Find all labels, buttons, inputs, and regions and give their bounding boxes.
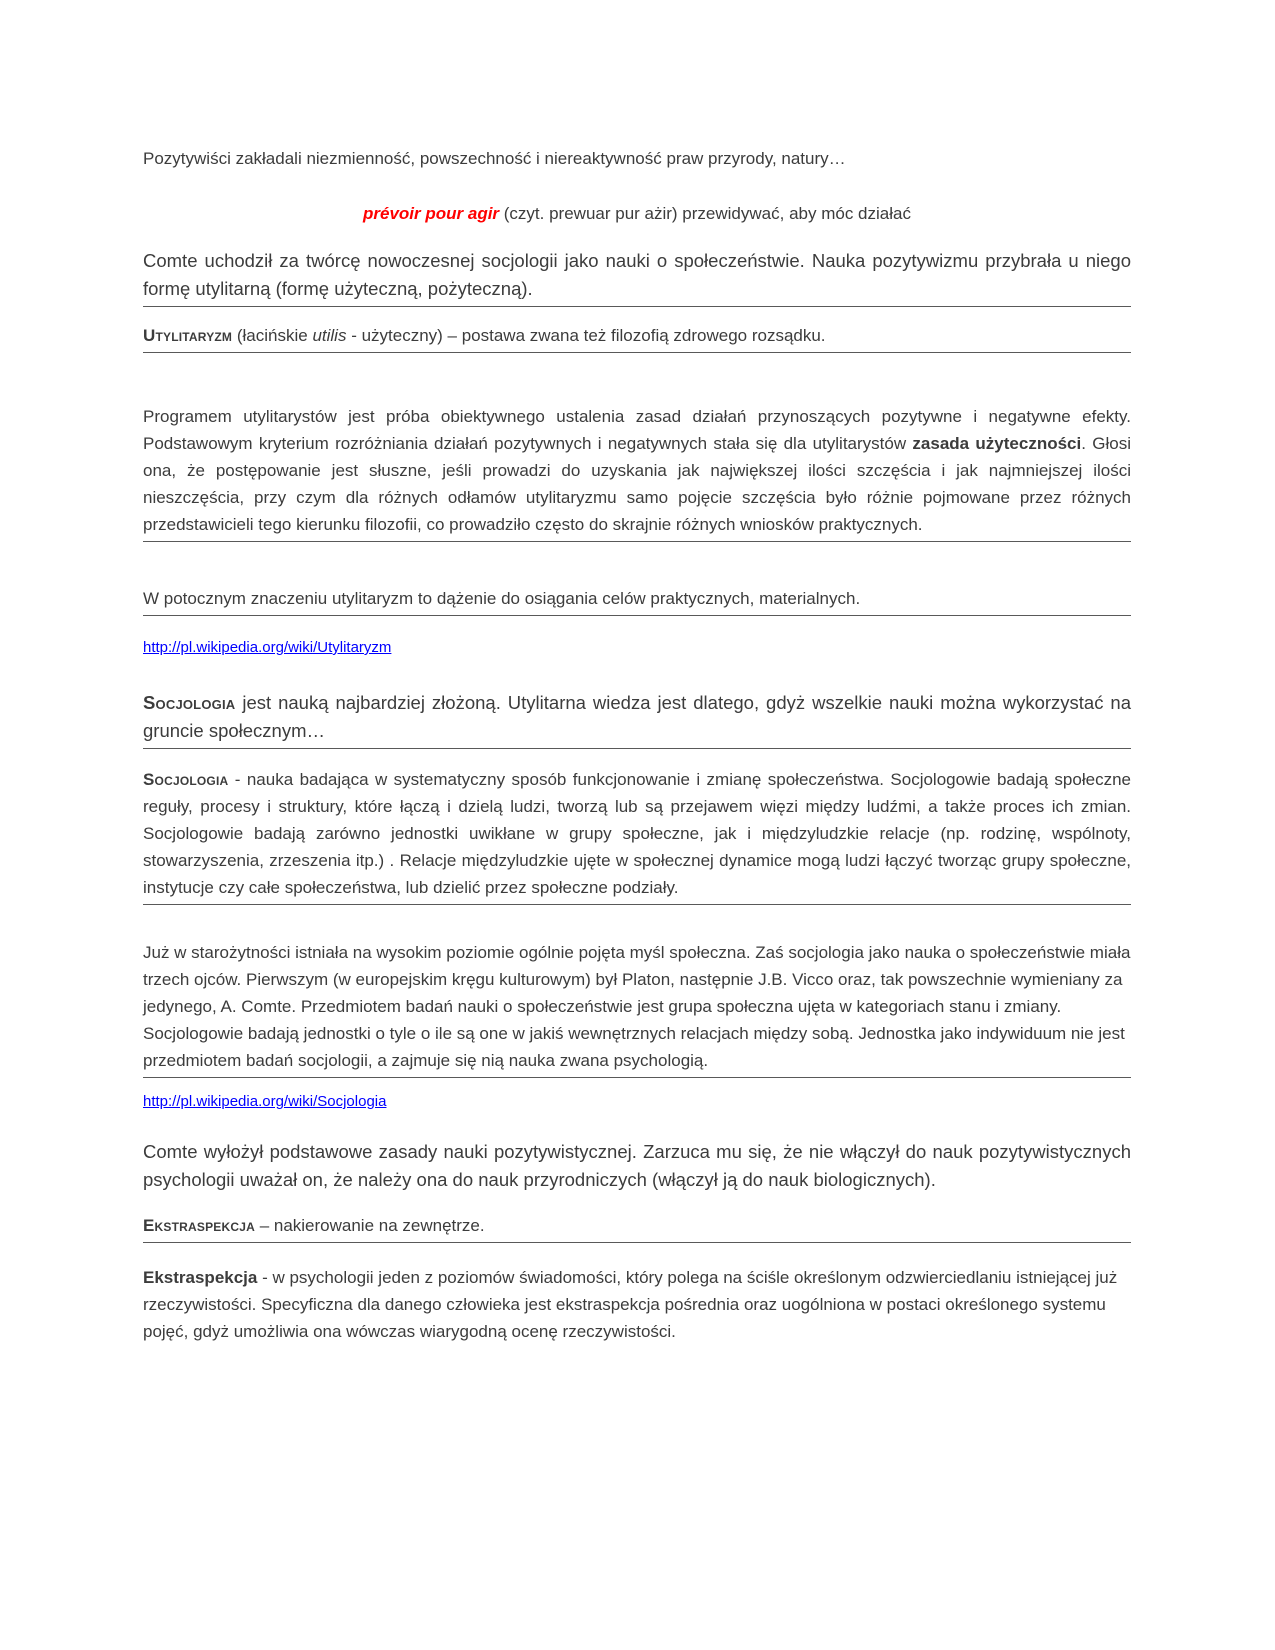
utylitaryzm-heading-post: - użyteczny) – postawa zwana też filozofią zdrowego rozsądku. [346,326,826,345]
utylitaryzm-body-part2: . Głosi ona, że postępowanie jest słuszne, jeśli prowadzi do uzyskania jak największej ilości szczęścia i jak najmniejszej ilości nieszczęścia, przy czym dla różnych odłamów utylitaryzmu samo pojęcie szczęścia było różnie pojmowane przez różnych przedstawicieli tego kierunku filozofii, co prowadziło często do skrajnie różnych wniosków praktycznych. [143,434,1131,534]
term-socjologia: Socjologia [143,692,236,713]
comte-critique-text: Comte wyłożył podstawowe zasady nauki pozytywistycznej. Zarzuca mu się, że nie włączył do nauk pozytywistycznych psychologii uważał on, że należy ona do nauk przyrodniczych (włączył ją do nauk biologicznych). [143,1141,1131,1190]
utylitaryzm-heading-pre: (łacińskie [232,326,313,345]
comte-intro-text: Comte uchodził za twórcę nowoczesnej socjologii jako nauki o społeczeństwie. Nauka pozytywizmu przybrała u niego formę utylitarną (formę użyteczną, pożyteczną). [143,250,1131,299]
paragraph-comte-intro [143,247,1131,307]
paragraph-ekstraspekcja-definition [143,1264,1131,1345]
utylitaryzm-common-text: W potocznym znaczeniu utylitaryzm to dążenie do osiągania celów praktycznych, materialnych. [143,589,861,608]
ekstraspekcja-heading-rest: – nakierowanie na zewnętrze. [254,1216,485,1235]
motto-translation: (czyt. prewuar pur ażir) przewidywać, aby móc działać [499,204,911,223]
utylitaryzm-body-part1: Programem utylitarystów jest próba obiektywnego ustalenia zasad działań przynoszących pozytywne i negatywne efekty. Podstawowym kryterium rozróżniania działań pozytywnych i negatywnych stała się dla utylitarystów [143,407,1131,453]
term-socjologia-definition: Socjologia [143,770,229,789]
heading-socjologia [143,689,1131,749]
term-ekstraspekcja-definition: Ekstraspekcja [143,1268,258,1287]
term-utylitaryzm: Utylitaryzm [143,326,233,345]
socjologia-heading-rest: jest nauką najbardziej złożoną. Utylitarna wiedza jest dlatego, gdyż wszelkie nauki można wykorzystać na gruncie społecznym… [143,692,1131,741]
paragraph-comte-critique [143,1138,1131,1194]
wikipedia-link-socjologia[interactable]: http://pl.wikipedia.org/wiki/Socjologia [143,1093,387,1110]
heading-ekstraspekcja [143,1212,1131,1243]
paragraph-utylitaryzm-common [143,585,1131,616]
intro-text: Pozytywiści zakładali niezmienność, powszechność i niereaktywność praw przyrody, natury… [143,149,846,168]
socjologia-history-text: Już w starożytności istniała na wysokim poziomie ogólnie pojęta myśl społeczna. Zaś socjologia jako nauka o społeczeństwie miała trzech ojców. Pierwszym (w europejskim kręgu kulturowym) był Platon, następnie J.B. Vicco oraz, tak powszechnie wymieniany za jedynego, A. Comte. Przedmiotem badań nauki o społeczeństwie jest grupa społeczna ujęta w kategoriach stanu i zmiany. Socjologowie badają jednostki o tyle o ile są one w jakiś wewnętrznych relacjach między sobą. Jednostka jako indywiduum nie jest przedmiotem badań socjologii, a zajmuje się nią nauka zwana psychologią. [143,943,1131,1070]
link-line-socjologia [143,1092,1131,1112]
motto-line [143,200,1131,227]
ekstraspekcja-definition-rest: - w psychologii jeden z poziomów świadomości, który polega na ściśle określonym odzwierciedlaniu istniejącej już rzeczywistości. Specyficzna dla danego człowieka jest ekstraspekcja pośrednia oraz uogólniona w postaci określonego systemu pojęć, gdyż umożliwia ona wówczas wiarygodną ocenę rzeczywistości. [143,1268,1118,1341]
paragraph-socjologia-definition [143,766,1131,905]
socjologia-definition-rest: - nauka badająca w systematyczny sposób funkcjonowanie i zmianę społeczeństwa. Socjologowie badają społeczne reguły, procesy i struktury, które łączą i dzielą ludzi, tworzą lub są przejawem więzi między ludźmi, a także proces ich zmian. Socjologowie badają zarówno jednostki uwikłane w grupy społeczne, jak i międzyludzkie relacje (np. rodzinę, wspólnoty, stowarzyszenia, zrzeszenia itp.) . Relacje międzyludzkie ujęte w społecznej dynamice mogą ludzi łączyć tworząc grupy społeczne, instytucje czy całe społeczeństwa, lub dzielić przez społeczne podziały. [143,770,1131,897]
heading-utylitaryzm [143,322,1131,353]
paragraph-socjologia-history [143,939,1131,1078]
paragraph-intro [143,145,1131,172]
paragraph-utylitaryzm-definition [143,403,1131,542]
link-line-utylitaryzm [143,638,1131,658]
wikipedia-link-utylitaryzm[interactable]: http://pl.wikipedia.org/wiki/Utylitaryzm [143,639,392,656]
bold-zasada-uzytecznosci: zasada użyteczności [912,434,1082,453]
latin-word-utilis: utilis [312,326,347,345]
motto-french-phrase: prévoir pour agir [363,204,500,223]
term-ekstraspekcja: Ekstraspekcja [143,1216,255,1235]
